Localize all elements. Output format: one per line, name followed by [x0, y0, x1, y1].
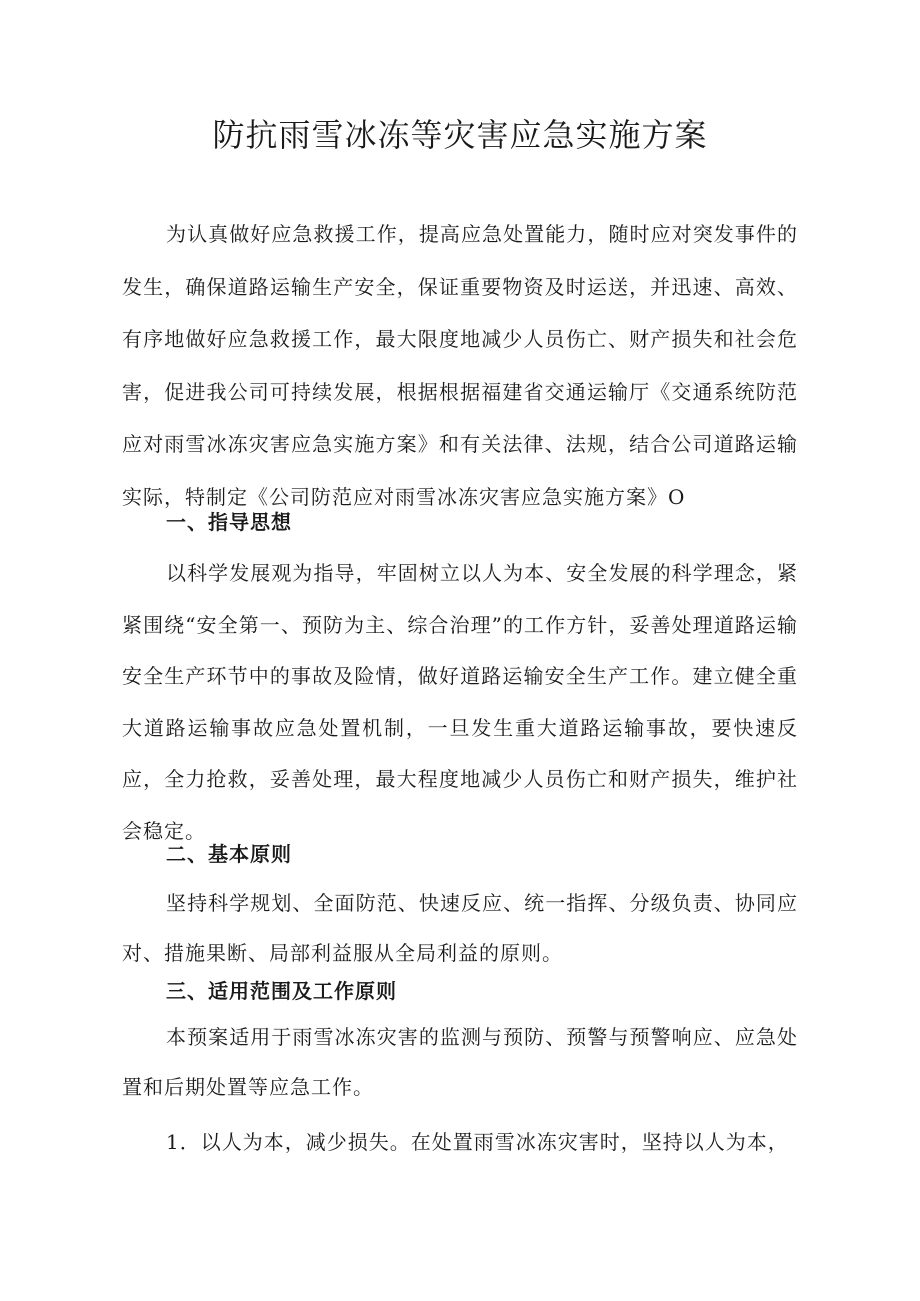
section-heading-guiding-ideology: 一、指导思想 [166, 510, 292, 534]
section-body-guiding-ideology: 以科学发展观为指导，牢固树立以人为本、安全发展的科学理念，紧紧围绕“安全第一、预防为主、综合治理”的工作方针，妥善处理道路运输安全生产环节中的事故及险情，做好道路运输安全生产工作。建立健全重大道路运输事故应急处置机制，一旦发生重大道路运输事故，要快速反应，全力抢救，妥善处理，最大程度地减少人员伤亡和财产损失，维护社会稳定。 [122, 561, 798, 843]
section-body-scope: 本预案适用于雨雪冰冻灾害的监测与预防、预警与预警响应、应急处置和后期处置等应急工作。 [122, 1025, 798, 1099]
section-heading-basic-principles: 二、基本原则 [166, 842, 292, 866]
intro-paragraph: 为认真做好应急救援工作，提高应急处置能力，随时应对突发事件的发生，确保道路运输生产安全，保证重要物资及时运送，并迅速、高效、有序地做好应急救援工作，最大限度地减少人员伤亡、财产损失和社会危害，促进我公司可持续发展，根据根据福建省交通运输厅《交通系统防范应对雨雪冰冻灾害应急实施方案》和有关法律、法规，结合公司道路运输实际，特制定《公司防范应对雨雪冰冻灾害应急实施方案》O [122, 222, 798, 509]
document-title: 防抗雨雪冰冻等灾害应急实施方案 [212, 116, 708, 154]
numbered-item-1: 1．以人为本，减少损失。在处置雨雪冰冻灾害时，坚持以人为本， [166, 1130, 789, 1154]
section-body-basic-principles: 坚持科学规划、全面防范、快速反应、统一指挥、分级负责、协同应对、措施果断、局部利益服从全局利益的原则。 [122, 891, 798, 965]
section-heading-scope: 三、适用范围及工作原则 [166, 979, 397, 1003]
